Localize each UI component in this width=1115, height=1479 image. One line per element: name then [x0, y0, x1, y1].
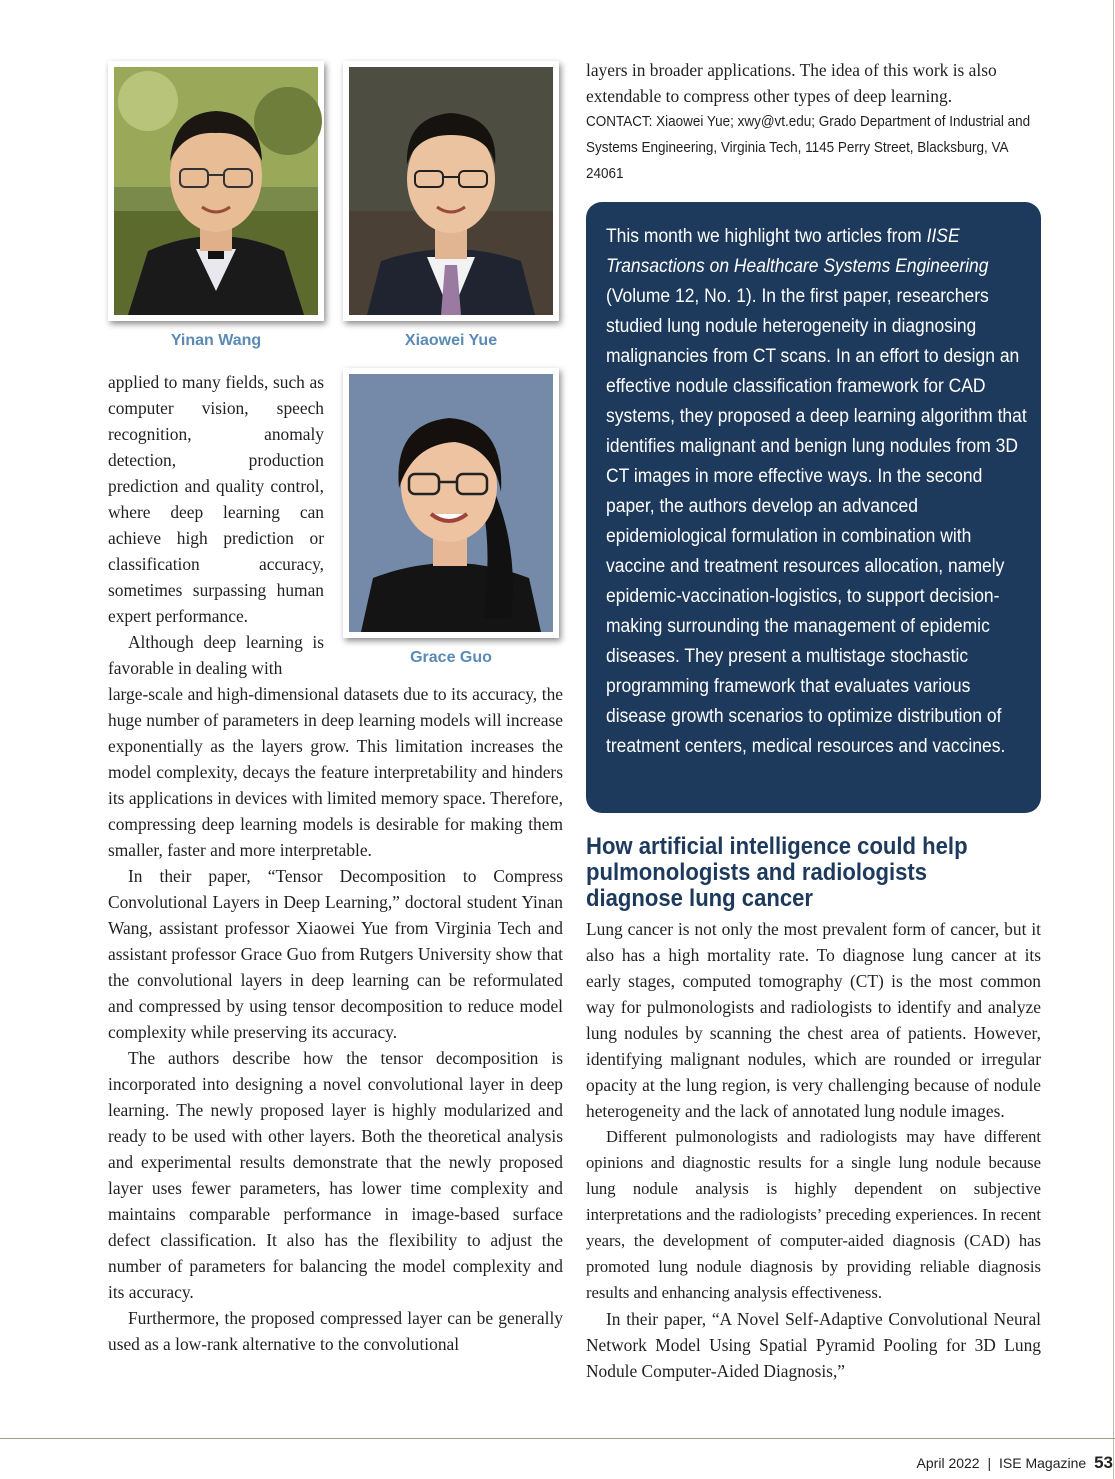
continuation-paragraph: layers in broader applications. The idea of this work is also extendable to compress other types of deep learning. [586, 60, 997, 106]
footer-magazine-name: ISE Magazine [999, 1455, 1087, 1471]
photo-grace-guo [343, 368, 559, 638]
paragraph: Lung cancer is not only the most prevalent form of cancer, but it also has a high mortality rate. To diagnose lung cancer at its early stages, computed tomography (CT) is the most common way for pulmonologists and radiologists to identify and analyze lung nodules by scanning the chest area of patients. However, identifying malignant nodules, which are rounded or irregular opacity at the lung region, is very challenging because of nodule heterogeneity and the lack of annotated lung nodule images. [586, 919, 1041, 1121]
page-number: 53 [1094, 1453, 1113, 1472]
paragraph: In their paper, “A Novel Self-Adaptive Convolutional Neural Network Model Using Spatial Pyramid Pooling for 3D Lung Nodule Computer-Aided Diagnosis,” [586, 1309, 1041, 1381]
caption-yinan-wang: Yinan Wang [170, 332, 262, 349]
footer-separator: | [987, 1455, 992, 1471]
paragraph: large-scale and high-dimensional datasets due to its accuracy, the huge number of parameters in deep learning models will increase exponentially as the layers grow. This limitation increases the model complexity, decays the feature interpretability and hinders its applications in devices with limited memory space. Therefore, compressing deep learning models is desirable for making them smaller, faster and more interpretable. [108, 684, 563, 860]
left-column-text [108, 681, 563, 1357]
callout-text [606, 222, 1035, 762]
article-headline: How artificial intelligence could help pulmonologists and radiologists diagnose lung cancer [586, 833, 968, 912]
left-column-wrap-text [108, 369, 324, 681]
page-footer [917, 1453, 1113, 1473]
page-edge-rule [1113, 0, 1114, 1479]
paragraph: The authors describe how the tensor decomposition is incorporated into designing a novel convolutional layer in deep learning. The newly proposed layer is highly modularized and ready to be used with other layers. Both the theoretical analysis and experimental results demonstrate that the newly proposed layer uses fewer parameters, has lower time complexity and maintains comparable performance in image-based surface defect classification. It also has the flexibility to adjust the number of parameters for balancing the model complexity and its accuracy. [108, 1048, 563, 1302]
paragraph: Although deep learning is favorable in dealing with [108, 632, 324, 678]
right-column-text [586, 916, 1041, 1384]
caption-grace-guo: Grace Guo [410, 649, 492, 666]
caption-xiaowei-yue: Xiaowei Yue [404, 332, 498, 349]
paragraph: In their paper, “Tensor Decomposition to Compress Convolutional Layers in Deep Learning,” doctoral student Yinan Wang, assistant professor Xiaowei Yue from Virginia Tech and assistant professor Grace Guo from Rutgers University show that the convolutional layers in deep learning can be reformulated and compressed by using tensor decomposition to reduce model complexity while preserving its accuracy. [108, 866, 563, 1042]
paragraph: Different pulmonologists and radiologists may have different opinions and diagnostic results for a single lung nodule because lung nodule analysis is highly dependent on subjective interpretations and the radiologists’ preceding experiences. In recent years, the development of computer-aided diagnosis (CAD) has promoted lung nodule diagnosis by providing reliable diagnosis results and enhancing analysis effectiveness. [586, 1127, 1041, 1302]
photo-yinan-wang [108, 61, 324, 321]
editor-callout-box [586, 202, 1041, 813]
photo-xiaowei-yue [343, 61, 559, 321]
right-column-continuation [586, 57, 1041, 187]
footer-rule [0, 1438, 1115, 1439]
callout-body: (Volume 12, No. 1). In the first paper, researchers studied lung nodule heterogeneity in diagnosing malignancies from CT scans. In an effort to design an effective nodule classification framework for CAD systems, they proposed a deep learning algorithm that identifies malignant and benign lung nodules from 3D CT images in more effective ways. In the second paper, the authors develop an advanced epidemiological formulation in combination with vaccine and treatment resources allocation, namely epidemic-vaccination-logistics, to support decision-making surrounding the management of epidemic diseases. They present a multistage stochastic programming framework that evaluates various disease growth scenarios to optimize distribution of treatment centers, medical resources and vaccines. [606, 286, 1027, 757]
callout-lead: This month we highlight two articles from [606, 226, 927, 247]
contact-info: CONTACT: Xiaowei Yue; xwy@vt.edu; Grado Department of Industrial and Systems Engineering, Virginia Tech, 1145 Perry Street, Blacksburg, VA 24061 [586, 114, 1031, 182]
paragraph: Furthermore, the proposed compressed layer can be generally used as a low-rank alternative to the convolutional [108, 1308, 563, 1354]
paragraph: applied to many fields, such as computer vision, speech recognition, anomaly detection, production prediction and quality control, where deep learning can achieve high prediction or classification accuracy, sometimes surpassing human expert performance. [108, 372, 324, 626]
callout-journal-title: IISE Transactions on Healthcare Systems Engineering [606, 226, 989, 277]
footer-issue-date: April 2022 [916, 1455, 980, 1471]
